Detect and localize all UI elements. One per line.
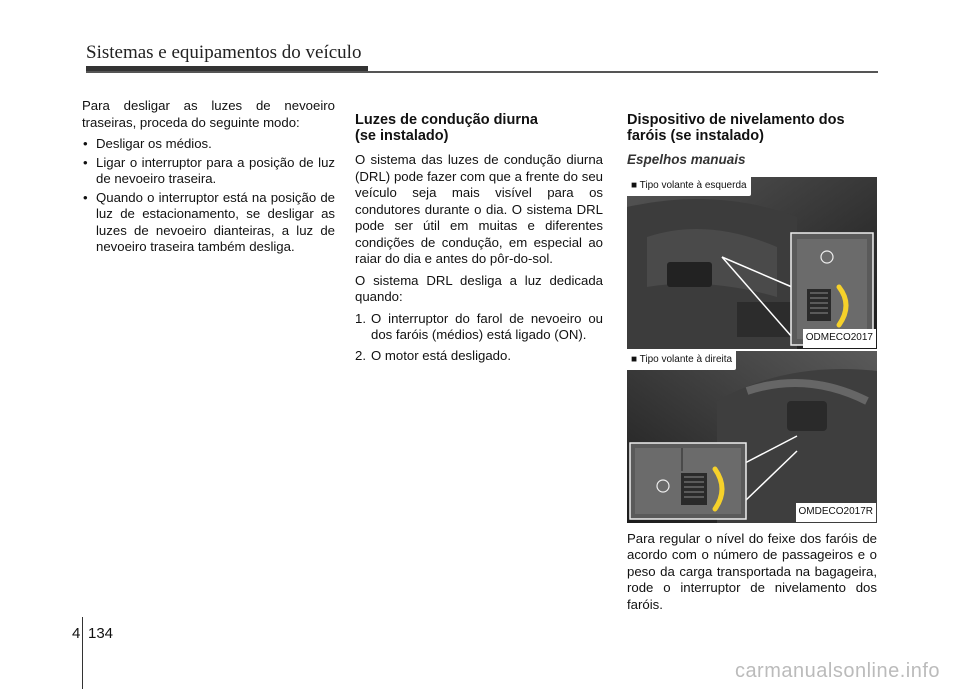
subheading: Espelhos manuais	[627, 152, 746, 167]
page-header-title: Sistemas e equipamentos do veículo	[86, 42, 362, 63]
photo-label: ■ Tipo volante à direita	[627, 351, 736, 371]
watermark: carmanualsonline.info	[734, 660, 940, 682]
heading-line: (se instalado)	[355, 128, 449, 144]
photo-label: ■ Tipo volante à esquerda	[627, 177, 751, 197]
heading-line: Dispositivo de nivelamento dos	[627, 112, 845, 128]
column-right	[627, 112, 877, 618]
drl-paragraph: O sistema DRL desliga a luz dedicada quando:	[355, 272, 603, 304]
chapter-number: 4	[72, 625, 81, 642]
heading-line: faróis (se instalado)	[627, 128, 764, 144]
bullet-list	[82, 136, 335, 256]
column-middle	[355, 112, 603, 368]
bullet-item: • Desligar os médios.	[82, 136, 335, 153]
bullet-item: • Ligar o interruptor para a posição de luz de nevoeiro traseira.	[82, 155, 335, 188]
section-heading-drl	[355, 112, 603, 144]
photo-code: ODMECO2017	[803, 329, 876, 348]
numbered-item	[355, 348, 603, 365]
photo-code: OMDECO2017R	[796, 503, 876, 522]
item-text: O interruptor do farol de nevoeiro ou dos faróis (médios) está ligado (ON).	[371, 310, 603, 342]
heading-line: Luzes de condução diurna	[355, 112, 538, 128]
numbered-item	[355, 311, 603, 344]
footer-rule	[82, 617, 83, 689]
leveling-caption: Para regular o nível do feixe dos faróis de acordo com o número de passageiros e o peso da carga transportada na bagageira, rode o interruptor de nivelamento dos faróis.	[627, 530, 877, 612]
intro-paragraph: Para desligar as luzes de nevoeiro traseiras, proceda do seguinte modo:	[82, 98, 335, 130]
column-left	[82, 98, 335, 258]
photo-left-hand-drive	[627, 177, 877, 349]
item-text: O motor está desligado.	[371, 347, 512, 363]
section-heading-leveling	[627, 112, 877, 144]
item-number: 2.	[355, 347, 366, 363]
bullet-item: • Quando o interruptor está na posição de luz de estacionamento, se desligar as luzes de nevoeiro dianteiras, a luz de nevoeiro traseira também desliga.	[82, 190, 335, 256]
photo-right-hand-drive	[627, 351, 877, 523]
drl-paragraph: O sistema das luzes de condução diurna (DRL) pode fazer com que a frente do seu veículo seja mais visível para os condutores durante o dia. O sistema DRL pode ser útil em muitas e diferentes condições de condução, em especial ao raiar do dia e antes do pôr-do-sol.	[355, 152, 603, 266]
page-number: 134	[88, 625, 114, 642]
dashboard-illustration	[627, 351, 877, 523]
item-number: 1.	[355, 310, 366, 326]
header-rule	[86, 71, 878, 73]
numbered-list	[355, 311, 603, 365]
dashboard-illustration	[627, 177, 877, 349]
